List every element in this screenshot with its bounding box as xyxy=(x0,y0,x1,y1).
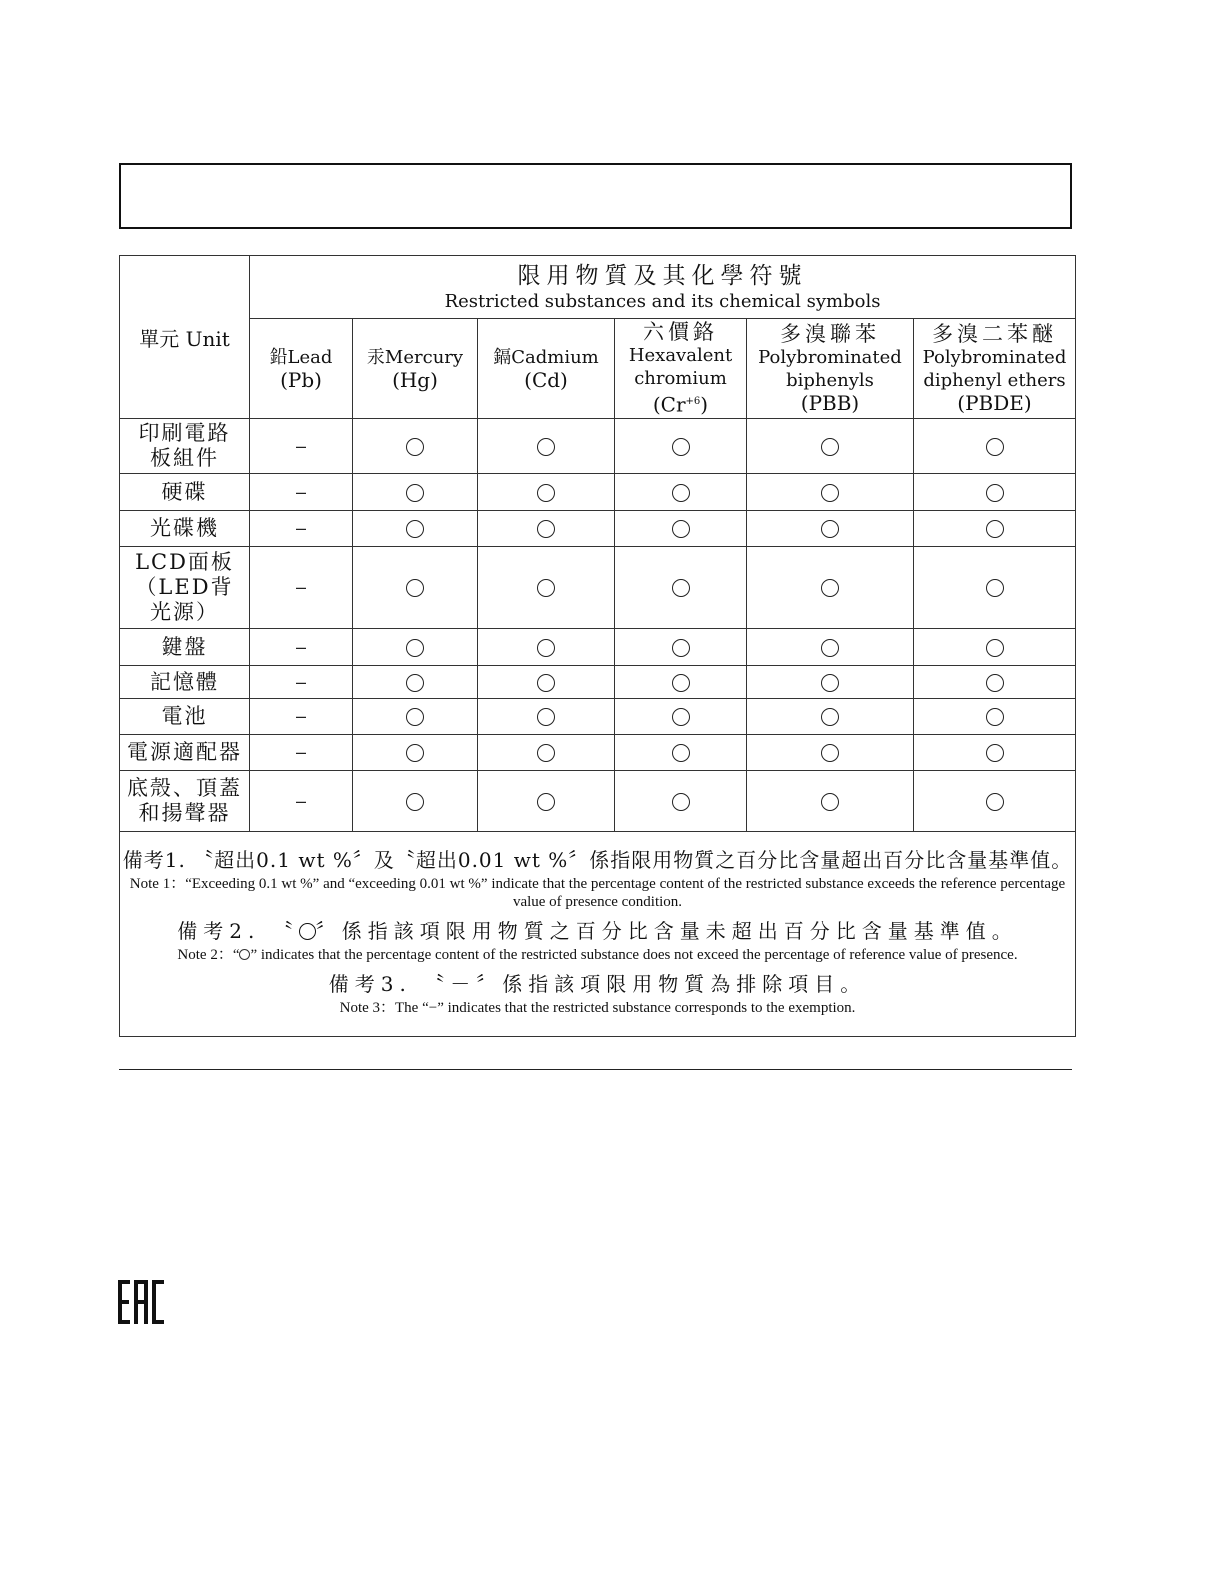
notes-cell xyxy=(120,832,1076,1037)
circle-mark xyxy=(821,639,839,657)
note2-zh: 備考2. 〝 〞係指該項限用物質之百分比含量未超出百分比含量基準值。 xyxy=(177,918,1018,943)
circle-mark xyxy=(986,579,1004,597)
table-row xyxy=(120,771,1076,832)
circle-mark xyxy=(406,438,424,456)
circle-mark xyxy=(672,793,690,811)
row-label: 電池 xyxy=(120,699,250,735)
circle-mark xyxy=(406,639,424,657)
table-row xyxy=(120,666,1076,699)
circle-mark xyxy=(406,744,424,762)
column-hexavalent-chromium: 六價鉻 Hexavalent chromium $(Cr^{+6})$ xyxy=(615,319,747,419)
group-header-en: Restricted substances and its chemical symbols xyxy=(444,291,881,312)
circle-mark xyxy=(821,520,839,538)
dash-mark: – xyxy=(295,518,306,538)
row-label: 底殼、頂蓋 和揚聲器 xyxy=(120,771,250,832)
note1-zh: 備考1. 〝超出0.1 wt %〞及〝超出0.01 wt %〞係指限用物質之百分比含量超出百分比含量基準值。 xyxy=(122,847,1073,872)
circle-mark xyxy=(986,744,1004,762)
circle-mark xyxy=(672,744,690,762)
group-header-zh: 限用物質及其化學符號 xyxy=(517,263,808,289)
table-row xyxy=(120,629,1076,666)
circle-mark xyxy=(672,708,690,726)
row-label: 硬碟 xyxy=(120,474,250,511)
dash-mark: – xyxy=(295,671,306,692)
dash-mark: – xyxy=(295,742,306,762)
circle-mark xyxy=(537,484,555,502)
circle-mark xyxy=(821,708,839,726)
circle-mark xyxy=(986,484,1004,502)
circle-mark xyxy=(406,708,424,726)
table-row xyxy=(120,511,1076,547)
dash-mark: – xyxy=(295,636,306,657)
dash-mark: – xyxy=(295,481,306,502)
circle-mark xyxy=(406,484,424,502)
circle-mark xyxy=(537,708,555,726)
circle-mark xyxy=(537,438,555,456)
column-pbde: 多溴二苯醚 Polybrominated diphenyl ethers (PBDE) xyxy=(914,319,1076,419)
circle-mark xyxy=(537,744,555,762)
empty-frame-box xyxy=(119,163,1072,229)
horizontal-rule xyxy=(119,1069,1072,1070)
eac-certification-logo xyxy=(118,1278,166,1326)
circle-mark xyxy=(406,520,424,538)
circle-mark xyxy=(537,674,555,692)
circle-mark xyxy=(406,674,424,692)
row-label: 鍵盤 xyxy=(120,629,250,666)
circle-mark xyxy=(821,579,839,597)
note1-en: Note 1：“Exceeding 0.1 wt %” and “exceeding 0.01 wt %” indicate that the percentage content of the restricted substance exceeds the reference percentage value of presence condition. xyxy=(129,875,1066,910)
note3-zh: 備考3. 〝－〞係指該項限用物質為排除項目。 xyxy=(328,971,867,996)
row-label: LCD面板 （LED背 光源） xyxy=(120,547,250,629)
circle-mark xyxy=(986,674,1004,692)
circle-mark xyxy=(821,793,839,811)
circle-icon xyxy=(299,923,316,940)
table-row xyxy=(120,547,1076,629)
circle-mark xyxy=(672,579,690,597)
unit-header: 單元 Unit xyxy=(120,256,250,419)
column-pbb: 多溴聯苯 Polybrominated biphenyls (PBB) xyxy=(747,319,914,419)
circle-mark xyxy=(537,520,555,538)
dash-mark: – xyxy=(295,577,306,597)
row-label: 光碟機 xyxy=(120,511,250,547)
table-row xyxy=(120,419,1076,474)
circle-mark xyxy=(821,674,839,692)
row-label: 印刷電路 板組件 xyxy=(120,419,250,474)
circle-mark xyxy=(537,639,555,657)
circle-mark xyxy=(986,520,1004,538)
circle-mark xyxy=(986,438,1004,456)
circle-mark xyxy=(821,744,839,762)
column-cadmium: 鎘Cadmium (Cd) xyxy=(478,319,615,419)
circle-mark xyxy=(672,520,690,538)
circle-mark xyxy=(672,438,690,456)
circle-mark xyxy=(986,639,1004,657)
table-row xyxy=(120,699,1076,735)
dash-mark: – xyxy=(295,790,306,811)
group-header xyxy=(250,256,1076,319)
table-row xyxy=(120,735,1076,771)
circle-mark xyxy=(821,484,839,502)
circle-mark xyxy=(986,793,1004,811)
table-row xyxy=(120,474,1076,511)
circle-mark xyxy=(537,579,555,597)
column-mercury: 汞Mercury (Hg) xyxy=(353,319,478,419)
circle-mark xyxy=(537,793,555,811)
note3-en: Note 3：The “−” indicates that the restricted substance corresponds to the exemption. xyxy=(339,999,856,1016)
restricted-substances-table xyxy=(119,255,1076,1037)
row-label: 電源適配器 xyxy=(120,735,250,771)
circle-mark xyxy=(672,674,690,692)
dash-mark: – xyxy=(295,706,306,726)
column-lead: 鉛Lead (Pb) xyxy=(250,319,353,419)
circle-mark xyxy=(406,579,424,597)
note2-en: Note 2：“ ” indicates that the percentage content of the restricted substance does not exceed the percentage of reference value of presence. xyxy=(177,946,1018,963)
circle-mark xyxy=(821,438,839,456)
circle-icon xyxy=(239,949,250,960)
circle-mark xyxy=(406,793,424,811)
row-label: 記憶體 xyxy=(120,666,250,699)
circle-mark xyxy=(986,708,1004,726)
circle-mark xyxy=(672,639,690,657)
circle-mark xyxy=(672,484,690,502)
dash-mark: – xyxy=(295,435,306,456)
